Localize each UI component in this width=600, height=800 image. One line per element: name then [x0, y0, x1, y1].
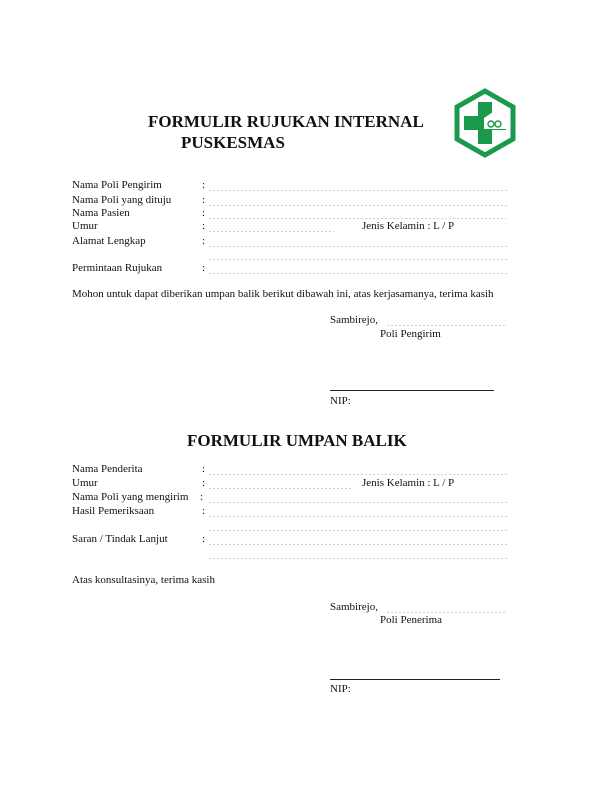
field-fill-umur[interactable] — [208, 220, 334, 234]
field-fill-hasil-line2[interactable] — [208, 519, 508, 533]
date-fill[interactable] — [386, 314, 506, 328]
field-colon: : — [202, 207, 206, 219]
field-fill-saran[interactable] — [208, 533, 508, 547]
field-fill-hasil[interactable] — [208, 505, 508, 519]
field-label-poli-pengirim: Nama Poli Pengirim — [72, 179, 162, 191]
field-colon: : — [202, 179, 206, 191]
field-fill-saran-line2[interactable] — [208, 547, 508, 561]
place-label: Sambirejo, — [330, 601, 378, 613]
field-fill-permintaan[interactable] — [208, 262, 508, 276]
signature-line — [330, 679, 500, 680]
field-fill-alamat[interactable] — [208, 235, 508, 249]
gender-label: Jenis Kelamin : L / P — [362, 220, 455, 232]
field-colon: : — [202, 477, 206, 489]
field-fill-nama-pasien[interactable] — [208, 207, 506, 221]
form-subtitle: PUSKESMAS — [181, 133, 285, 152]
field-label-permintaan: Permintaan Rujukan — [72, 262, 163, 274]
field-label-nama-pasien: Nama Pasien — [72, 207, 130, 219]
field-label-umur: Umur — [72, 477, 98, 489]
gender-label: Jenis Kelamin : L / P — [362, 477, 455, 489]
field-label-poli-mengirim: Nama Poli yang mengirim — [72, 491, 189, 503]
field-fill-poli-pengirim[interactable] — [208, 179, 508, 193]
field-label-umur: Umur — [72, 220, 98, 232]
nip-label: NIP: — [330, 395, 351, 407]
field-colon: : — [202, 463, 206, 475]
field-colon: : — [202, 533, 206, 545]
field-label-hasil-pemeriksaan: Hasil Pemeriksaan — [72, 505, 155, 517]
field-colon: : — [202, 505, 206, 517]
field-fill-nama-penderita[interactable] — [208, 463, 508, 477]
field-colon: : — [202, 235, 206, 247]
field-colon: : — [202, 220, 206, 232]
field-fill-poli-dituju[interactable] — [208, 194, 508, 208]
field-colon: : — [200, 491, 204, 503]
nip-label: NIP: — [330, 683, 351, 695]
field-colon: : — [202, 262, 206, 274]
thanks-text: Atas konsultasinya, terima kasih — [72, 574, 215, 586]
field-colon: : — [202, 194, 206, 206]
form-title: FORMULIR RUJUKAN INTERNAL — [148, 112, 424, 131]
date-fill[interactable] — [386, 601, 506, 615]
field-label-poli-dituju: Nama Poli yang dituju — [72, 194, 172, 206]
field-fill-umur[interactable] — [208, 477, 352, 491]
field-fill-alamat-line2[interactable] — [208, 248, 508, 262]
signature-line — [330, 390, 494, 391]
field-label-saran: Saran / Tindak Lanjut — [72, 533, 168, 545]
field-label-nama-penderita: Nama Penderita — [72, 463, 143, 475]
field-fill-poli-mengirim[interactable] — [208, 491, 508, 505]
request-text: Mohon untuk dapat diberikan umpan balik berikut dibawah ini, atas kerjasamanya, terima kasih — [72, 288, 494, 300]
field-label-alamat: Alamat Lengkap — [72, 235, 146, 247]
signer-label: Poli Pengirim — [380, 328, 441, 340]
feedback-title: FORMULIR UMPAN BALIK — [187, 431, 407, 450]
signer-label: Poli Penerima — [380, 614, 443, 626]
puskesmas-logo-icon — [450, 88, 520, 158]
place-label: Sambirejo, — [330, 314, 378, 326]
